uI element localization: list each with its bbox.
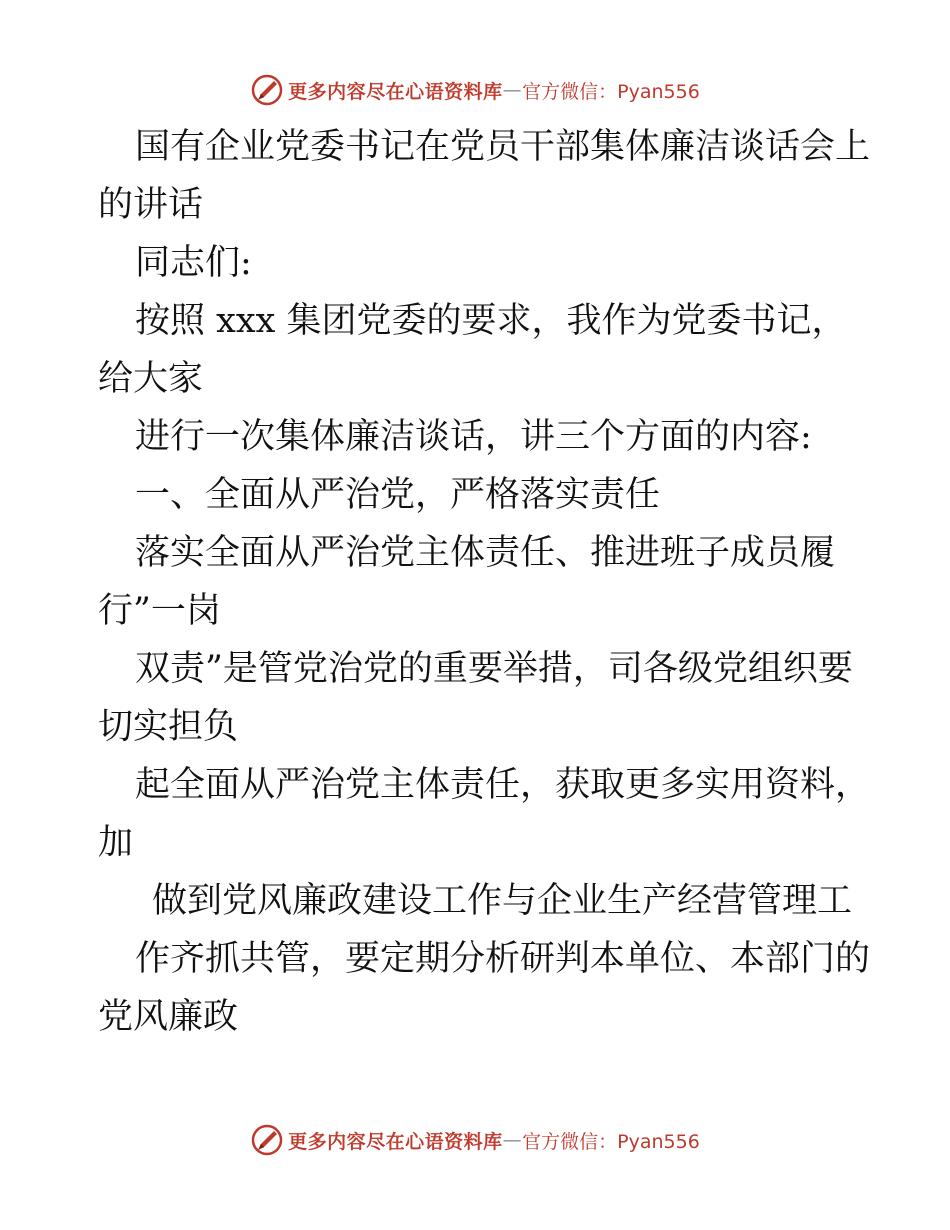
paragraph-line: 进行一次集体廉洁谈话，讲三个方面的内容: (135, 417, 812, 457)
title-line-2: 的讲话 (98, 185, 204, 225)
title-line-1: 国有企业党委书记在党员干部集体廉洁谈话会上 (135, 127, 871, 167)
paragraph-line: 行”一岗 (98, 591, 221, 631)
header-banner (0, 70, 950, 110)
footer-banner (0, 1120, 950, 1160)
section-heading-1: 一、全面从严治党，严格落实责任 (135, 475, 661, 515)
paragraph-line: 双责”是管党治党的重要举措，司各级党组织要 (135, 649, 853, 689)
paragraph-line: 给大家 (98, 359, 204, 399)
paragraph-line: 落实全面从严治党主体责任、推进班子成员履 (135, 533, 836, 573)
paragraph-line: 起全面从严治党主体责任，获取更多实用资料， (135, 765, 871, 805)
paragraph-line: 切实担负 (98, 707, 239, 747)
paragraph-line: 按照 xxx 集团党委的要求，我作为党委书记， (135, 301, 847, 341)
footer-wechat-text: 官方微信：Pyan556 (522, 1130, 700, 1153)
brand-logo-icon (250, 1123, 284, 1157)
paragraph-line: 加 (98, 823, 134, 863)
brand-logo-icon (250, 73, 284, 107)
footer-dash: — (502, 1129, 523, 1151)
paragraph-line: 作齐抓共管，要定期分析研判本单位、本部门的 (135, 939, 871, 979)
header-dash: — (502, 79, 523, 101)
paragraph-line: 党风廉政 (98, 997, 239, 1037)
footer-brand-text: 更多内容尽在心语资料库 (288, 1130, 503, 1153)
header-brand-text: 更多内容尽在心语资料库 (288, 80, 503, 103)
header-wechat-text: 官方微信：Pyan556 (522, 80, 700, 103)
paragraph-line: 做到党风廉政建设工作与企业生产经营管理工 (152, 881, 853, 921)
salutation: 同志们: (135, 243, 252, 283)
